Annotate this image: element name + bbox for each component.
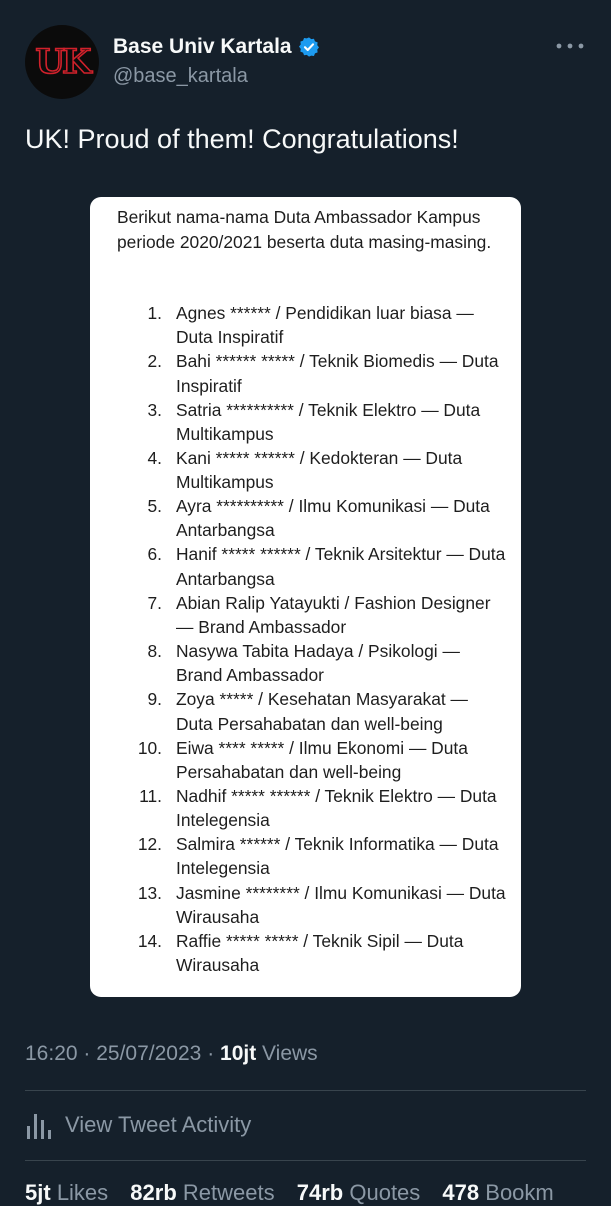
- divider: [25, 1090, 586, 1091]
- list-item: [90, 929, 521, 977]
- list-item: [90, 832, 521, 880]
- list-item-number: 3.: [147, 399, 162, 420]
- list-item-text: Satria ********** / Teknik Elektro — Duta Multikampus: [176, 399, 481, 444]
- list-item: [90, 591, 521, 639]
- author-name-row: [113, 35, 320, 59]
- quotes-stat[interactable]: [297, 1180, 421, 1205]
- list-item-number: 12.: [137, 834, 162, 855]
- list-item-text: Salmira ****** / Teknik Informatika — Duta Intelegensia: [176, 834, 499, 879]
- views-label: Views: [262, 1042, 318, 1065]
- avatar-logo-text: UK: [35, 42, 89, 82]
- avatar[interactable]: [25, 25, 99, 99]
- list-item: [90, 494, 521, 542]
- list-item: [90, 542, 521, 590]
- ambassador-list: [90, 301, 521, 977]
- list-item-text: Eiwa **** ***** / Ilmu Ekonomi — Duta Persahabatan dan well-being: [176, 737, 468, 782]
- view-tweet-activity-label: View Tweet Activity: [65, 1112, 252, 1137]
- list-item-number: 9.: [147, 689, 162, 710]
- tweet-meta: [25, 1042, 318, 1066]
- tweet-stats: [25, 1180, 570, 1206]
- list-item-text: Abian Ralip Yatayukti / Fashion Designer — Brand Ambassador: [176, 592, 491, 637]
- likes-stat[interactable]: [25, 1180, 108, 1205]
- list-item: [90, 687, 521, 735]
- retweets-stat[interactable]: [130, 1180, 274, 1205]
- quotes-count: 74rb: [296, 1180, 344, 1205]
- bar-chart-icon: [25, 1110, 53, 1140]
- quotes-label: Quotes: [349, 1180, 421, 1205]
- more-options-icon[interactable]: [554, 39, 586, 53]
- list-item: [90, 446, 521, 494]
- list-item-text: Kani ***** ****** / Kedokteran — Duta Multikampus: [176, 447, 463, 493]
- list-item-number: 10.: [137, 737, 162, 758]
- list-item: [90, 301, 521, 349]
- card-intro-text: Berikut nama-nama Duta Ambassador Kampus periode 2020/2021 beserta duta masing-masing.: [117, 207, 492, 252]
- list-item: [90, 349, 521, 397]
- list-item-number: 7.: [147, 592, 162, 613]
- likes-label: Likes: [56, 1180, 109, 1205]
- tweet-text: UK! Proud of them! Congratulations!: [25, 124, 459, 154]
- list-item-text: Zoya ***** / Kesehatan Masyarakat — Duta Persahabatan dan well-being: [176, 689, 468, 734]
- meta-separator: ·: [207, 1042, 221, 1065]
- list-item-text: Nasywa Tabita Hadaya / Psikologi — Brand Ambassador: [176, 641, 460, 686]
- tweet-date[interactable]: 25/07/2023: [96, 1042, 202, 1065]
- list-item-number: 11.: [139, 785, 162, 806]
- views-count: 10jt: [220, 1042, 257, 1065]
- tweet-time[interactable]: 16:20: [25, 1042, 78, 1065]
- retweets-label: Retweets: [182, 1180, 275, 1205]
- view-tweet-activity-button[interactable]: [25, 1110, 251, 1140]
- list-item: [90, 881, 521, 929]
- author-handle[interactable]: @base_kartala: [113, 65, 248, 87]
- meta-separator: ·: [83, 1042, 97, 1065]
- list-item-text: Jasmine ******** / Ilmu Komunikasi — Duta Wirausaha: [176, 882, 506, 927]
- list-item: [90, 639, 521, 687]
- author-display-name[interactable]: Base Univ Kartala: [113, 35, 292, 58]
- list-item-text: Ayra ********** / Ilmu Komunikasi — Duta Antarbangsa: [176, 496, 490, 541]
- attached-image-card[interactable]: [90, 197, 521, 997]
- list-item-number: 4.: [147, 447, 162, 468]
- list-item-number: 1.: [147, 303, 162, 323]
- list-item-number: 2.: [147, 351, 162, 372]
- bookmarks-label: Bookm: [485, 1180, 554, 1205]
- list-item-text: Nadhif ***** ****** / Teknik Elektro — Duta Intelegensia: [176, 785, 497, 831]
- list-item-text: Agnes ****** / Pendidikan luar biasa — Duta Inspiratif: [176, 303, 474, 348]
- list-item-text: Raffie ***** ***** / Teknik Sipil — Duta Wirausaha: [176, 930, 464, 976]
- tweet-header: [25, 25, 591, 99]
- list-item-text: Hanif ***** ****** / Teknik Arsitektur — Duta Antarbangsa: [176, 544, 506, 589]
- list-item-number: 13.: [137, 882, 162, 903]
- list-item: [90, 398, 521, 446]
- list-item: [90, 736, 521, 784]
- bookmarks-stat[interactable]: [442, 1180, 553, 1205]
- verified-badge-icon[interactable]: [298, 36, 320, 58]
- retweets-count: 82rb: [130, 1180, 177, 1205]
- list-item-text: Bahi ****** ***** / Teknik Biomedis — Duta Inspiratif: [176, 351, 499, 396]
- list-item-number: 5.: [147, 496, 162, 517]
- list-item-number: 14.: [137, 930, 162, 951]
- bookmarks-count: 478: [442, 1180, 480, 1205]
- list-item-number: 6.: [147, 544, 162, 565]
- divider: [25, 1160, 586, 1161]
- list-item-number: 8.: [147, 641, 162, 662]
- list-item: [90, 784, 521, 832]
- likes-count: 5jt: [25, 1180, 51, 1205]
